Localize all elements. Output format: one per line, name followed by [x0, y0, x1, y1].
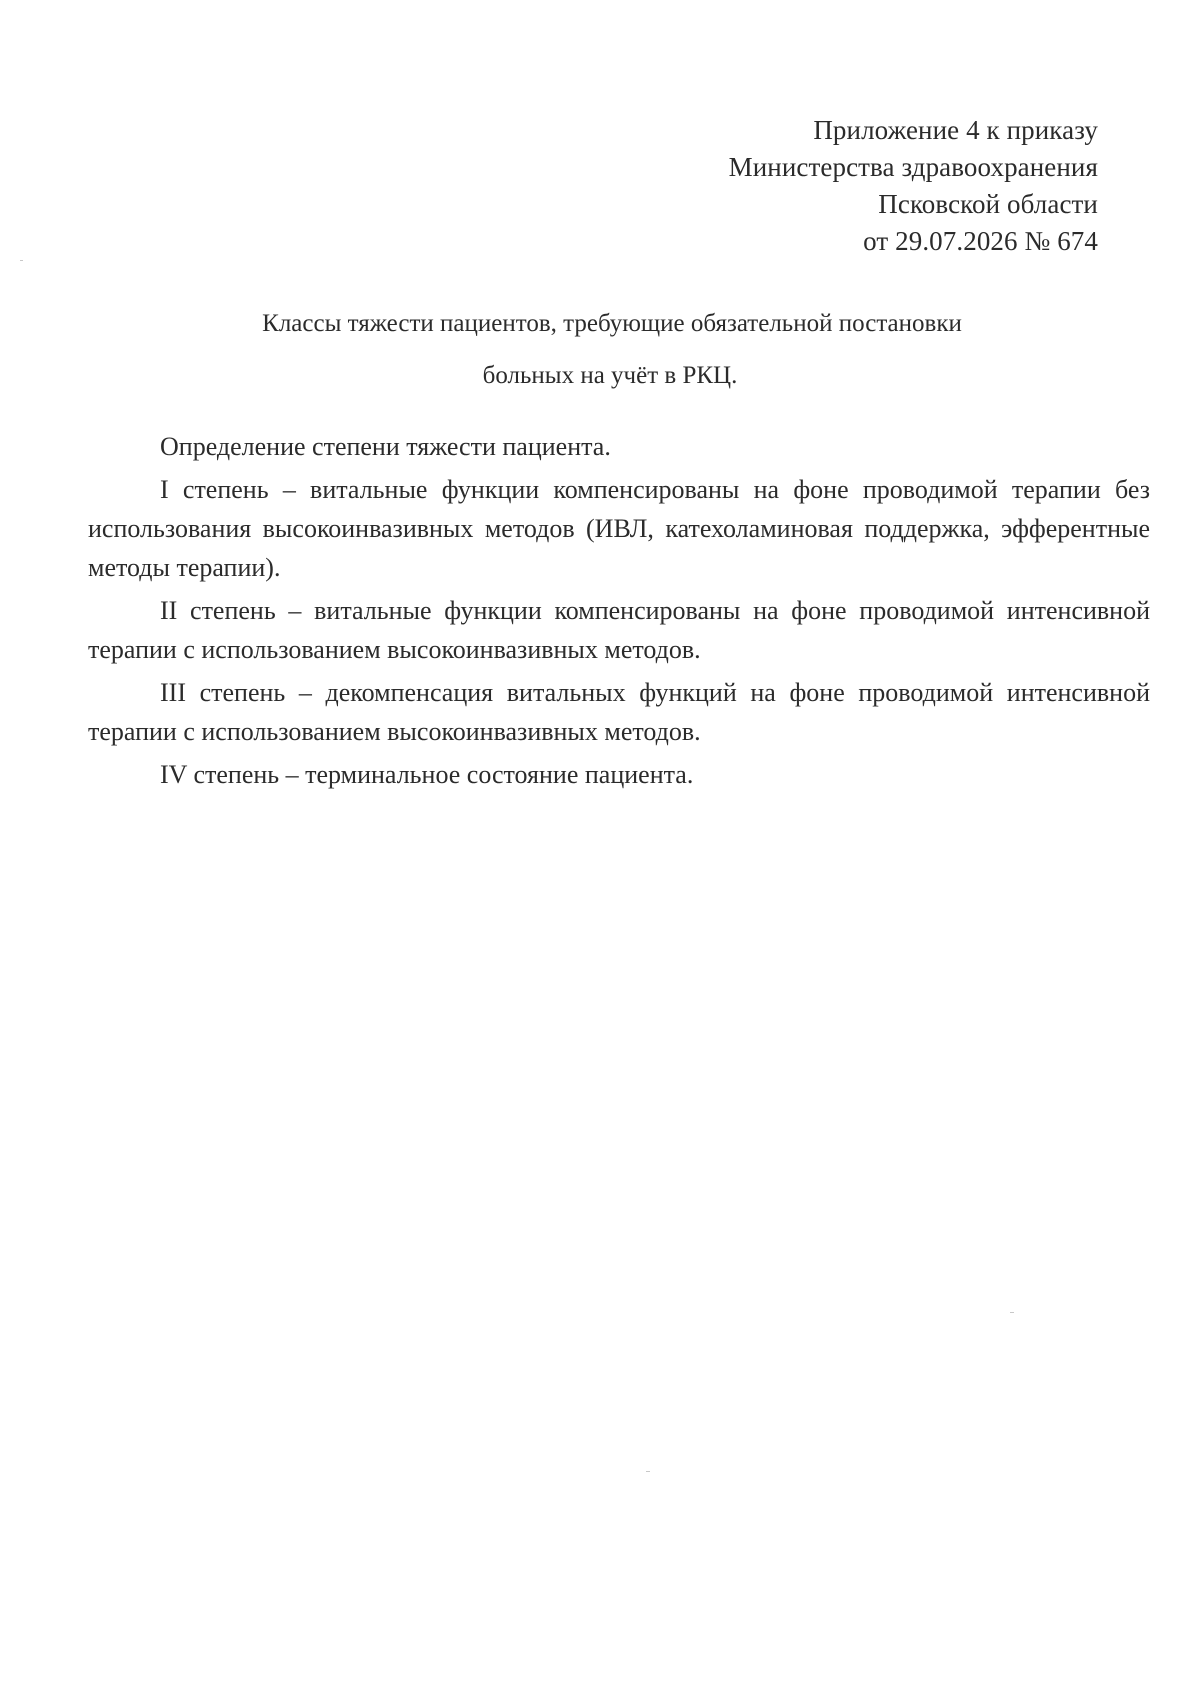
appendix-header [578, 112, 1098, 260]
title-line: больных на учёт в РКЦ. [482, 362, 738, 389]
document-title [0, 298, 1200, 402]
body-paragraph: III степень – декомпенсация витальных функций на фоне проводимой интенсивной терапии с использованием высокоинвазивных методов. [88, 678, 1150, 746]
appendix-line: Приложение 4 к приказу [813, 115, 1098, 145]
appendix-line: Министерства здравоохранения [728, 152, 1098, 182]
document-body [88, 427, 1150, 794]
appendix-line: от 29.07.2026 № 674 [863, 226, 1098, 256]
scan-speck [20, 260, 23, 261]
body-paragraph: IV степень – терминальное состояние пациента. [160, 760, 694, 789]
scan-speck [646, 1471, 650, 1472]
scan-speck [1010, 1312, 1014, 1313]
body-paragraph: I степень – витальные функции компенсированы на фоне проводимой терапии без использования высокоинвазивных методов (ИВЛ, катехоламиновая поддержка, эфферентные методы терапии). [88, 475, 1150, 582]
body-paragraph: II степень – витальные функции компенсированы на фоне проводимой интенсивной терапии с использованием высокоинвазивных методов. [88, 596, 1150, 664]
title-line: Классы тяжести пациентов, требующие обязательной постановки [262, 310, 962, 337]
appendix-line: Псковской области [878, 189, 1098, 219]
body-paragraph: Определение степени тяжести пациента. [160, 432, 611, 461]
